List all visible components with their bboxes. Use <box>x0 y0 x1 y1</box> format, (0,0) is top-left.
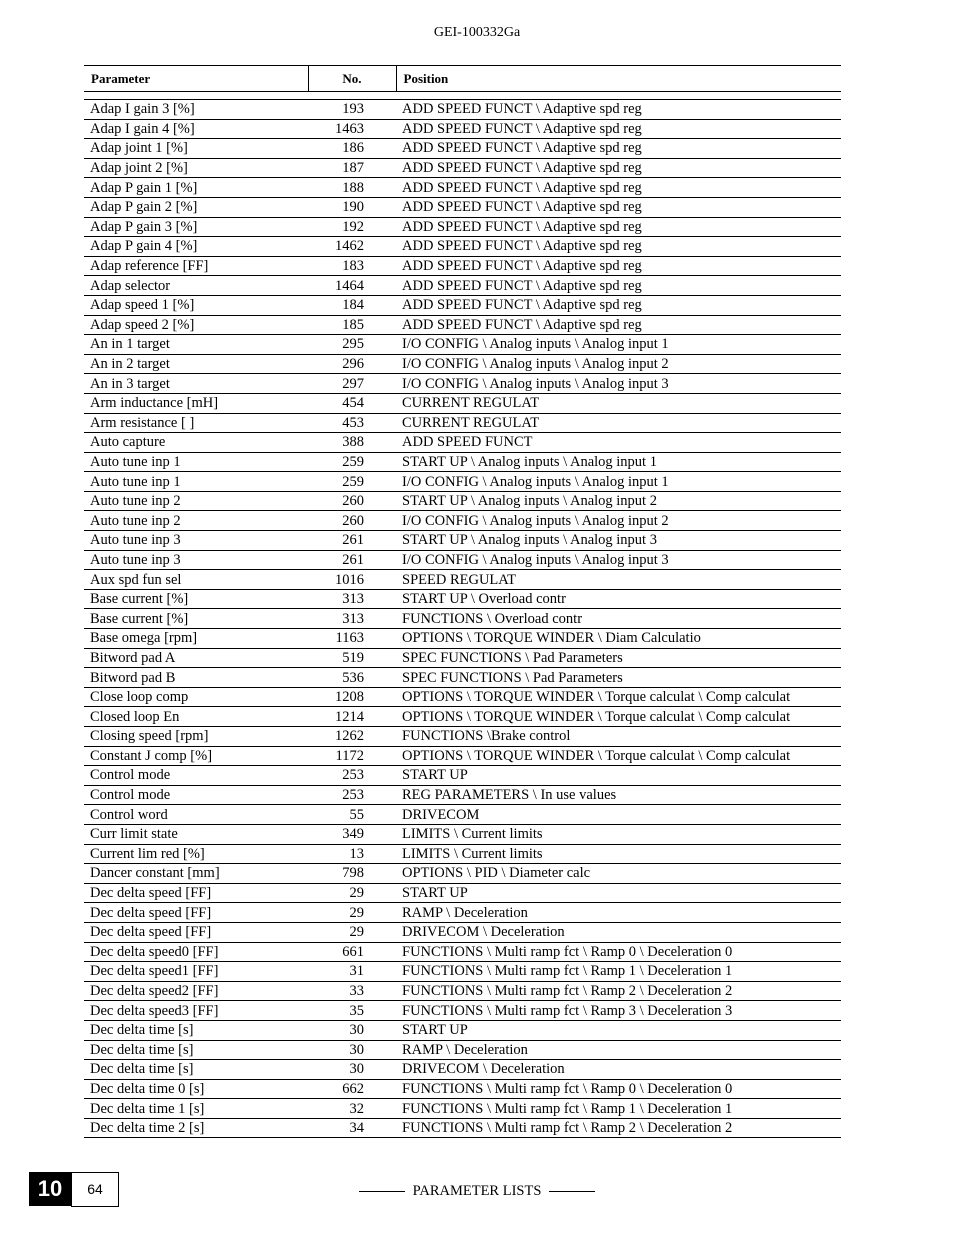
parameter-name: Dec delta speed [FF] <box>84 903 308 923</box>
table-row <box>84 903 841 923</box>
parameter-number: 30 <box>308 1020 396 1040</box>
parameter-position: ADD SPEED FUNCT \ Adaptive spd reg <box>396 295 841 315</box>
parameter-position: SPEC FUNCTIONS \ Pad Parameters <box>396 648 841 668</box>
parameter-number: 261 <box>308 550 396 570</box>
table-row <box>84 805 841 825</box>
parameter-position: START UP \ Analog inputs \ Analog input 3 <box>396 531 841 551</box>
parameter-number: 1172 <box>308 746 396 766</box>
parameter-name: An in 2 target <box>84 354 308 374</box>
parameter-number: 454 <box>308 393 396 413</box>
parameter-name: Dec delta speed [FF] <box>84 922 308 942</box>
table-row <box>84 550 841 570</box>
parameter-position: RAMP \ Deceleration <box>396 903 841 923</box>
table-row <box>84 962 841 982</box>
table-row <box>84 139 841 159</box>
parameter-number: 31 <box>308 962 396 982</box>
parameter-number: 297 <box>308 374 396 394</box>
parameter-number: 313 <box>308 609 396 629</box>
parameter-position: I/O CONFIG \ Analog inputs \ Analog input 2 <box>396 511 841 531</box>
parameter-position: DRIVECOM \ Deceleration <box>396 922 841 942</box>
parameter-position: ADD SPEED FUNCT \ Adaptive spd reg <box>396 158 841 178</box>
parameter-number: 183 <box>308 256 396 276</box>
parameter-number: 30 <box>308 1040 396 1060</box>
parameter-number: 192 <box>308 217 396 237</box>
table-row <box>84 981 841 1001</box>
parameter-number: 349 <box>308 824 396 844</box>
parameter-name: Control word <box>84 805 308 825</box>
parameter-position: SPEC FUNCTIONS \ Pad Parameters <box>396 668 841 688</box>
parameter-position: CURRENT REGULAT <box>396 413 841 433</box>
parameter-position: START UP <box>396 766 841 786</box>
parameter-position: FUNCTIONS \ Multi ramp fct \ Ramp 2 \ Deceleration 2 <box>396 981 841 1001</box>
parameter-position: RAMP \ Deceleration <box>396 1040 841 1060</box>
parameter-name: Dec delta speed1 [FF] <box>84 962 308 982</box>
parameter-position: FUNCTIONS \ Multi ramp fct \ Ramp 0 \ Deceleration 0 <box>396 1079 841 1099</box>
table-row <box>84 158 841 178</box>
parameter-position: SPEED REGULAT <box>396 570 841 590</box>
parameter-name: Closing speed [rpm] <box>84 727 308 747</box>
table-row <box>84 629 841 649</box>
parameter-name: Adap P gain 3 [%] <box>84 217 308 237</box>
table-row <box>84 433 841 453</box>
parameter-number: 186 <box>308 139 396 159</box>
parameter-position: FUNCTIONS \ Multi ramp fct \ Ramp 0 \ Deceleration 0 <box>396 942 841 962</box>
table-row <box>84 197 841 217</box>
parameter-position: FUNCTIONS \ Overload contr <box>396 609 841 629</box>
parameter-name: Adap selector <box>84 276 308 296</box>
parameter-position: START UP \ Overload contr <box>396 589 841 609</box>
table-row <box>84 609 841 629</box>
parameter-number: 661 <box>308 942 396 962</box>
parameter-number: 1163 <box>308 629 396 649</box>
table-row <box>84 256 841 276</box>
parameter-number: 1262 <box>308 727 396 747</box>
parameter-name: Dec delta speed0 [FF] <box>84 942 308 962</box>
parameter-number: 1462 <box>308 237 396 257</box>
parameter-number: 662 <box>308 1079 396 1099</box>
parameter-name: Base omega [rpm] <box>84 629 308 649</box>
table-row <box>84 922 841 942</box>
column-header-number: No. <box>308 66 396 92</box>
parameter-number: 536 <box>308 668 396 688</box>
table-row <box>84 295 841 315</box>
table-row <box>84 864 841 884</box>
table-row <box>84 1099 841 1119</box>
column-header-parameter: Parameter <box>84 66 308 92</box>
parameter-position: REG PARAMETERS \ In use values <box>396 785 841 805</box>
table-row <box>84 1040 841 1060</box>
parameter-number: 253 <box>308 766 396 786</box>
parameter-position: FUNCTIONS \ Multi ramp fct \ Ramp 2 \ Deceleration 2 <box>396 1118 841 1138</box>
parameter-number: 453 <box>308 413 396 433</box>
parameter-position: ADD SPEED FUNCT \ Adaptive spd reg <box>396 237 841 257</box>
parameter-number: 190 <box>308 197 396 217</box>
parameter-number: 260 <box>308 491 396 511</box>
table-row <box>84 237 841 257</box>
parameter-name: Adap I gain 3 [%] <box>84 100 308 120</box>
parameter-name: Auto tune inp 1 <box>84 472 308 492</box>
parameter-position: ADD SPEED FUNCT \ Adaptive spd reg <box>396 276 841 296</box>
parameter-position: I/O CONFIG \ Analog inputs \ Analog input 3 <box>396 550 841 570</box>
table-row <box>84 491 841 511</box>
table-body <box>84 92 841 1138</box>
parameter-position: START UP \ Analog inputs \ Analog input 1 <box>396 452 841 472</box>
parameter-position: I/O CONFIG \ Analog inputs \ Analog input 1 <box>396 335 841 355</box>
table-row <box>84 883 841 903</box>
table-row <box>84 727 841 747</box>
parameter-number: 187 <box>308 158 396 178</box>
parameter-number: 13 <box>308 844 396 864</box>
parameter-position: OPTIONS \ TORQUE WINDER \ Torque calculat \ Comp calculat <box>396 687 841 707</box>
parameter-number: 35 <box>308 1001 396 1021</box>
table-row <box>84 511 841 531</box>
table-row <box>84 1020 841 1040</box>
table-row <box>84 452 841 472</box>
parameter-name: Control mode <box>84 766 308 786</box>
column-header-position: Position <box>396 66 841 92</box>
chapter-number: 10 <box>29 1172 71 1206</box>
parameter-position: FUNCTIONS \ Multi ramp fct \ Ramp 3 \ Deceleration 3 <box>396 1001 841 1021</box>
parameter-name: Base current [%] <box>84 589 308 609</box>
table-row <box>84 1060 841 1080</box>
parameter-number: 193 <box>308 100 396 120</box>
parameter-number: 388 <box>308 433 396 453</box>
parameter-name: Adap I gain 4 [%] <box>84 119 308 139</box>
parameter-number: 29 <box>308 922 396 942</box>
table-row <box>84 668 841 688</box>
parameter-number: 1016 <box>308 570 396 590</box>
parameter-number: 1214 <box>308 707 396 727</box>
footer-rule-right <box>549 1191 595 1192</box>
parameter-number: 259 <box>308 452 396 472</box>
table-row <box>84 1118 841 1138</box>
parameter-name: Adap joint 1 [%] <box>84 139 308 159</box>
parameter-number: 296 <box>308 354 396 374</box>
table-row <box>84 100 841 120</box>
table-row <box>84 570 841 590</box>
parameter-name: Adap speed 1 [%] <box>84 295 308 315</box>
document-id: GEI-100332Ga <box>433 25 521 40</box>
parameter-number: 313 <box>308 589 396 609</box>
parameter-position: LIMITS \ Current limits <box>396 844 841 864</box>
parameter-number: 253 <box>308 785 396 805</box>
parameter-table <box>84 65 841 1138</box>
table-row <box>84 942 841 962</box>
table-row <box>84 472 841 492</box>
parameter-position: I/O CONFIG \ Analog inputs \ Analog input 3 <box>396 374 841 394</box>
parameter-name: Base current [%] <box>84 609 308 629</box>
parameter-number: 1463 <box>308 119 396 139</box>
parameter-position: OPTIONS \ TORQUE WINDER \ Torque calculat \ Comp calculat <box>396 707 841 727</box>
parameter-position: ADD SPEED FUNCT \ Adaptive spd reg <box>396 315 841 335</box>
parameter-name: Dancer constant [mm] <box>84 864 308 884</box>
parameter-number: 519 <box>308 648 396 668</box>
table-row <box>84 1001 841 1021</box>
parameter-number: 32 <box>308 1099 396 1119</box>
parameter-name: Adap speed 2 [%] <box>84 315 308 335</box>
page-number: 64 <box>71 1172 119 1207</box>
table-header-row <box>84 66 841 92</box>
table-row <box>84 589 841 609</box>
footer-rule-left <box>359 1191 405 1192</box>
parameter-number: 295 <box>308 335 396 355</box>
parameter-name: Close loop comp <box>84 687 308 707</box>
parameter-name: Arm resistance [ ] <box>84 413 308 433</box>
parameter-number: 34 <box>308 1118 396 1138</box>
table-row <box>84 1079 841 1099</box>
table-row <box>84 354 841 374</box>
parameter-name: Control mode <box>84 785 308 805</box>
parameter-number: 185 <box>308 315 396 335</box>
parameter-position: START UP \ Analog inputs \ Analog input 2 <box>396 491 841 511</box>
parameter-name: Auto tune inp 3 <box>84 531 308 551</box>
parameter-number: 1208 <box>308 687 396 707</box>
parameter-name: Constant J comp [%] <box>84 746 308 766</box>
parameter-position: I/O CONFIG \ Analog inputs \ Analog input 2 <box>396 354 841 374</box>
parameter-name: An in 1 target <box>84 335 308 355</box>
parameter-position: OPTIONS \ PID \ Diameter calc <box>396 864 841 884</box>
parameter-position: DRIVECOM \ Deceleration <box>396 1060 841 1080</box>
parameter-name: Curr limit state <box>84 824 308 844</box>
parameter-name: Auto capture <box>84 433 308 453</box>
table-row <box>84 315 841 335</box>
parameter-position: ADD SPEED FUNCT \ Adaptive spd reg <box>396 100 841 120</box>
parameter-position: START UP <box>396 883 841 903</box>
parameter-position: FUNCTIONS \ Multi ramp fct \ Ramp 1 \ Deceleration 1 <box>396 1099 841 1119</box>
parameter-position: LIMITS \ Current limits <box>396 824 841 844</box>
parameter-number: 798 <box>308 864 396 884</box>
table-row <box>84 766 841 786</box>
parameter-name: Dec delta time 0 [s] <box>84 1079 308 1099</box>
table-row <box>84 824 841 844</box>
parameter-name: Current lim red [%] <box>84 844 308 864</box>
parameter-number: 184 <box>308 295 396 315</box>
parameter-position: ADD SPEED FUNCT \ Adaptive spd reg <box>396 178 841 198</box>
table-row <box>84 335 841 355</box>
table-row <box>84 217 841 237</box>
parameter-position: ADD SPEED FUNCT <box>396 433 841 453</box>
parameter-position: OPTIONS \ TORQUE WINDER \ Diam Calculatio <box>396 629 841 649</box>
parameter-number: 188 <box>308 178 396 198</box>
parameter-name: Auto tune inp 2 <box>84 491 308 511</box>
parameter-name: Auto tune inp 2 <box>84 511 308 531</box>
parameter-number: 29 <box>308 883 396 903</box>
section-label: PARAMETER LISTS <box>412 1183 542 1199</box>
table-row <box>84 648 841 668</box>
parameter-position: START UP <box>396 1020 841 1040</box>
parameter-position: DRIVECOM <box>396 805 841 825</box>
table-row <box>84 276 841 296</box>
parameter-number: 33 <box>308 981 396 1001</box>
parameter-name: Dec delta speed3 [FF] <box>84 1001 308 1021</box>
parameter-position: ADD SPEED FUNCT \ Adaptive spd reg <box>396 256 841 276</box>
table-row <box>84 687 841 707</box>
parameter-name: Auto tune inp 3 <box>84 550 308 570</box>
table-row <box>84 178 841 198</box>
parameter-name: Auto tune inp 1 <box>84 452 308 472</box>
table-row <box>84 393 841 413</box>
parameter-number: 261 <box>308 531 396 551</box>
parameter-position: OPTIONS \ TORQUE WINDER \ Torque calculat \ Comp calculat <box>396 746 841 766</box>
parameter-name: Adap reference [FF] <box>84 256 308 276</box>
parameter-name: Dec delta time [s] <box>84 1040 308 1060</box>
table-row <box>84 785 841 805</box>
parameter-number: 260 <box>308 511 396 531</box>
parameter-name: Bitword pad B <box>84 668 308 688</box>
parameter-position: FUNCTIONS \ Multi ramp fct \ Ramp 1 \ Deceleration 1 <box>396 962 841 982</box>
table-row <box>84 707 841 727</box>
parameter-name: Bitword pad A <box>84 648 308 668</box>
parameter-name: Dec delta time [s] <box>84 1020 308 1040</box>
parameter-name: Dec delta time [s] <box>84 1060 308 1080</box>
parameter-number: 55 <box>308 805 396 825</box>
parameter-name: Dec delta time 2 [s] <box>84 1118 308 1138</box>
parameter-position: ADD SPEED FUNCT \ Adaptive spd reg <box>396 197 841 217</box>
table-row <box>84 844 841 864</box>
parameter-name: Adap joint 2 [%] <box>84 158 308 178</box>
parameter-position: I/O CONFIG \ Analog inputs \ Analog input 1 <box>396 472 841 492</box>
footer-section-title <box>0 1183 954 1200</box>
parameter-position: ADD SPEED FUNCT \ Adaptive spd reg <box>396 217 841 237</box>
parameter-name: Arm inductance [mH] <box>84 393 308 413</box>
parameter-name: Adap P gain 4 [%] <box>84 237 308 257</box>
parameter-name: Adap P gain 1 [%] <box>84 178 308 198</box>
table-row <box>84 531 841 551</box>
parameter-number: 259 <box>308 472 396 492</box>
header-spacer <box>84 92 841 100</box>
table-row <box>84 119 841 139</box>
parameter-number: 29 <box>308 903 396 923</box>
parameter-number: 30 <box>308 1060 396 1080</box>
parameter-name: Dec delta speed [FF] <box>84 883 308 903</box>
table-row <box>84 413 841 433</box>
parameter-number: 1464 <box>308 276 396 296</box>
table-row <box>84 746 841 766</box>
parameter-name: An in 3 target <box>84 374 308 394</box>
parameter-name: Aux spd fun sel <box>84 570 308 590</box>
parameter-name: Dec delta speed2 [FF] <box>84 981 308 1001</box>
parameter-name: Adap P gain 2 [%] <box>84 197 308 217</box>
parameter-name: Closed loop En <box>84 707 308 727</box>
parameter-position: FUNCTIONS \Brake control <box>396 727 841 747</box>
parameter-position: ADD SPEED FUNCT \ Adaptive spd reg <box>396 139 841 159</box>
table-row <box>84 374 841 394</box>
parameter-position: ADD SPEED FUNCT \ Adaptive spd reg <box>396 119 841 139</box>
parameter-name: Dec delta time 1 [s] <box>84 1099 308 1119</box>
parameter-position: CURRENT REGULAT <box>396 393 841 413</box>
